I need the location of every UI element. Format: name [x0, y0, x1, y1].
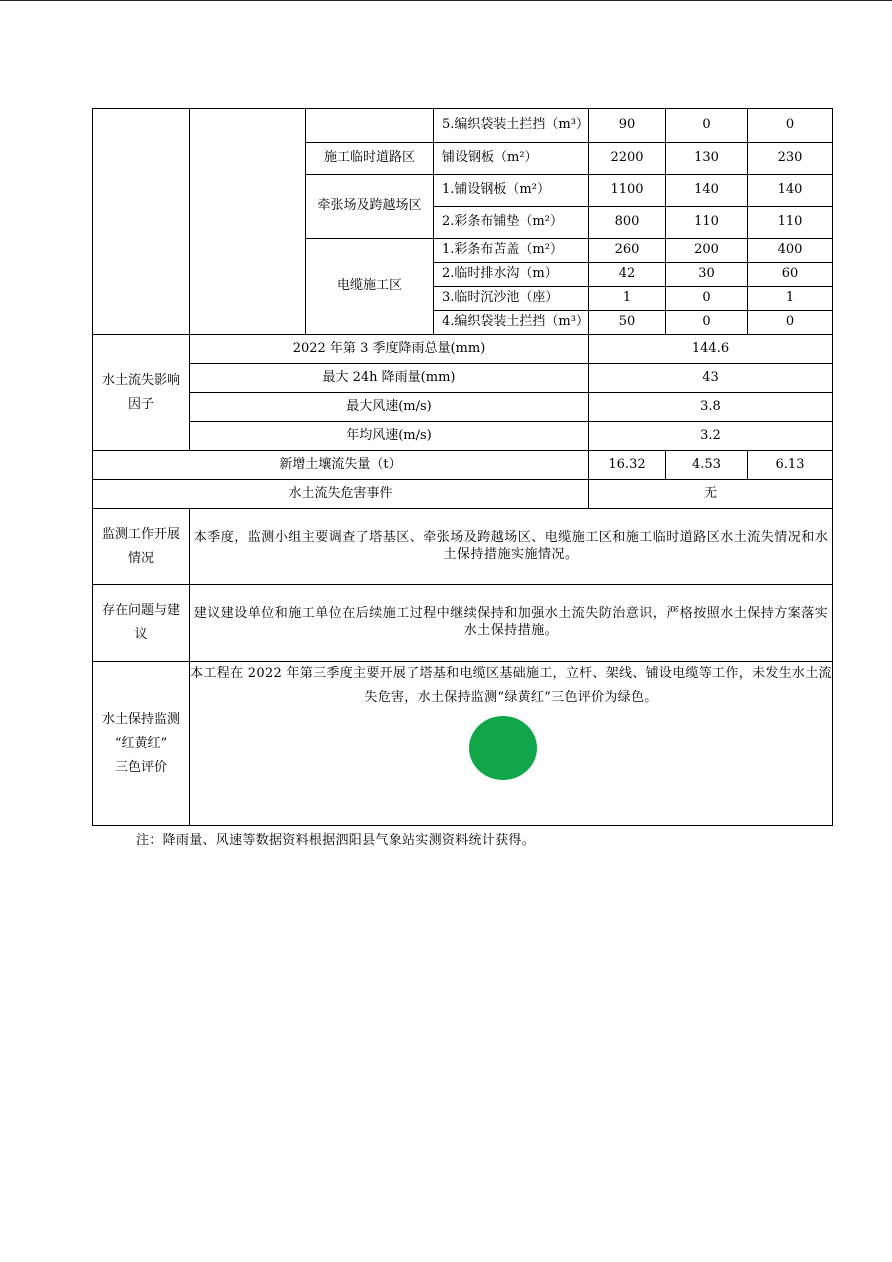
evaluation-label: [93, 662, 190, 826]
value-cell: 42: [589, 263, 666, 287]
value-cell: 0: [666, 311, 748, 335]
factor-name: 最大 24h 降雨量(mm): [190, 364, 589, 393]
evaluation-label-line: 水土保持监测: [101, 711, 180, 727]
value-cell: 800: [589, 207, 666, 239]
value-cell: 0: [666, 287, 748, 311]
table-row: [93, 585, 833, 662]
factor-value: 144.6: [589, 335, 833, 364]
top-border-line: [0, 0, 892, 1]
factor-value: 3.8: [589, 393, 833, 422]
table-row: [93, 335, 833, 364]
measure-cell: 铺设钢板（m²）: [434, 143, 589, 175]
value-cell: 30: [666, 263, 748, 287]
table-row: [93, 451, 833, 480]
hazard-value: 无: [589, 480, 833, 509]
evaluation-cell: [190, 662, 833, 826]
value-cell: 0: [748, 109, 833, 143]
value-cell: 110: [666, 207, 748, 239]
value-cell: 1100: [589, 175, 666, 207]
table-row: [93, 662, 833, 826]
measure-cell: 2.彩条布铺垫（m²）: [434, 207, 589, 239]
value-cell: 90: [589, 109, 666, 143]
table-row: [93, 422, 833, 451]
table-row: [93, 393, 833, 422]
table-row: [93, 509, 833, 585]
value-cell: 6.13: [748, 451, 833, 480]
work-label: 监测工作开展情况: [93, 509, 190, 585]
evaluation-label-line: 三色评价: [114, 759, 167, 775]
blank-cell: [190, 109, 306, 335]
work-text: 本季度，监测小组主要调查了塔基区、牵张场及跨越场区、电缆施工区和施工临时道路区水土流失情况和水土保持措施实施情况。: [190, 509, 833, 585]
value-cell: 140: [666, 175, 748, 207]
measure-cell: 5.编织袋装土拦挡（m³）: [434, 109, 589, 143]
value-cell: 2200: [589, 143, 666, 175]
measure-cell: 3.临时沉沙池（座）: [434, 287, 589, 311]
area-cell: 施工临时道路区: [306, 143, 434, 175]
table-row: [93, 109, 833, 143]
area-cell: 牵张场及跨越场区: [306, 175, 434, 239]
area-cell: 电缆施工区: [306, 239, 434, 335]
measure-cell: 4.编织袋装土拦挡（m³）: [434, 311, 589, 335]
value-cell: 1: [589, 287, 666, 311]
table-row: [93, 364, 833, 393]
value-cell: 50: [589, 311, 666, 335]
monitoring-table: [92, 108, 833, 826]
value-cell: 230: [748, 143, 833, 175]
blank-cell: [93, 109, 190, 335]
evaluation-text: 本工程在 2022 年第三季度主要开展了塔基和电缆区基础施工，立杆、架线、铺设电缆等工作，未发生水土流失危害，水土保持监测“绿黄红”三色评价为绿色。: [190, 666, 832, 705]
issues-text: 建议建设单位和施工单位在后续施工过程中继续保持和加强水土流失防治意识，严格按照水土保持方案落实水土保持措施。: [190, 585, 833, 662]
footnote: 注：降雨量、风速等数据资料根据泗阳县气象站实测资料统计获得。: [136, 833, 536, 848]
value-cell: 16.32: [589, 451, 666, 480]
value-cell: 0: [666, 109, 748, 143]
factor-value: 3.2: [589, 422, 833, 451]
soil-loss-label: 新增土壤流失量（t）: [93, 451, 589, 480]
factor-name: 2022 年第 3 季度降雨总量(mm): [190, 335, 589, 364]
value-cell: 130: [666, 143, 748, 175]
factors-label: 水土流失影响因子: [93, 335, 190, 451]
value-cell: 200: [666, 239, 748, 263]
blank-cell: [306, 109, 434, 143]
value-cell: 0: [748, 311, 833, 335]
issues-label: 存在问题与建议: [93, 585, 190, 662]
value-cell: 260: [589, 239, 666, 263]
value-cell: 140: [748, 175, 833, 207]
value-cell: 60: [748, 263, 833, 287]
hazard-label: 水土流失危害事件: [93, 480, 589, 509]
factor-value: 43: [589, 364, 833, 393]
measure-cell: 1.彩条布苫盖（m²）: [434, 239, 589, 263]
value-cell: 400: [748, 239, 833, 263]
value-cell: 4.53: [666, 451, 748, 480]
value-cell: 1: [748, 287, 833, 311]
factor-name: 年均风速(m/s): [190, 422, 589, 451]
factor-name: 最大风速(m/s): [190, 393, 589, 422]
value-cell: 110: [748, 207, 833, 239]
evaluation-label-line: “红黄红”: [114, 735, 168, 751]
table-row: [93, 480, 833, 509]
measure-cell: 2.临时排水沟（m）: [434, 263, 589, 287]
green-rating-circle: [469, 716, 537, 780]
measure-cell: 1.铺设钢板（m²）: [434, 175, 589, 207]
